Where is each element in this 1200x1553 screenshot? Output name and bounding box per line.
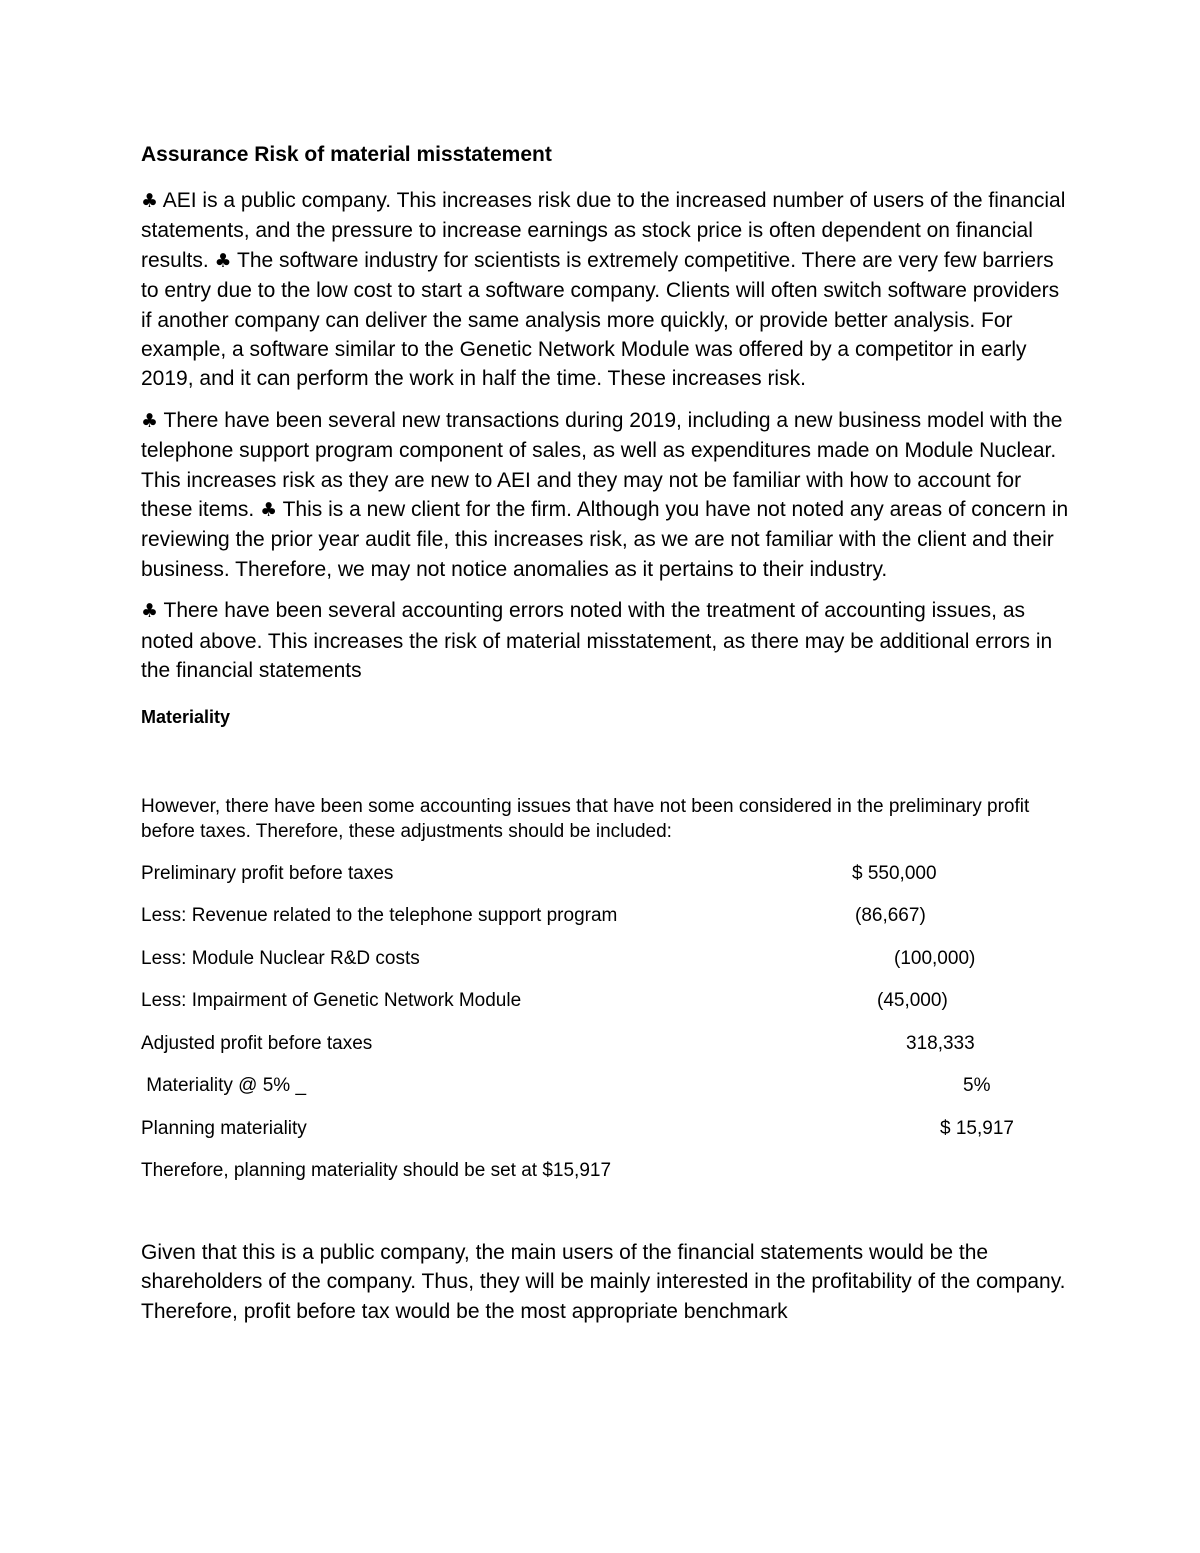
- row-label: Less: Revenue related to the telephone support program: [141, 905, 618, 926]
- risk-paragraph-3: [141, 596, 1071, 685]
- row-label: Preliminary profit before taxes: [141, 862, 394, 884]
- row-amount: (45,000): [877, 990, 948, 1011]
- paragraph-text: There have been several new transactions during 2019, including a new business model with the telephone support program component of sales, as well as expenditures made on Module Nuclear. This increases risk as they are new to AEI and they may not be familiar with how to account for these items.: [141, 408, 1063, 522]
- row-amount: $ 550,000: [852, 862, 937, 884]
- club-bullet-icon: ♣: [141, 409, 159, 432]
- row-label: Less: Module Nuclear R&D costs: [141, 947, 420, 969]
- table-row: [141, 946, 1071, 989]
- materiality-conclusion: Therefore, planning materiality should be set at $15,917: [141, 1160, 612, 1181]
- club-bullet-icon: ♣: [141, 190, 159, 212]
- table-row: [141, 1073, 1071, 1116]
- row-label: Adjusted profit before taxes: [141, 1032, 373, 1054]
- row-label: Less: Impairment of Genetic Network Module: [141, 990, 522, 1011]
- paragraph-text: AEI is a public company. This increases risk due to the increased number of users of the financial statements, and the pressure to increase earnings as stock price is often dependent on financial results.: [141, 189, 1066, 272]
- document-page: [141, 140, 1071, 1347]
- row-amount: $ 15,917: [940, 1117, 1014, 1139]
- materiality-table: [141, 861, 1071, 1159]
- materiality-heading: Materiality: [141, 706, 231, 727]
- table-row: [141, 861, 1071, 904]
- risk-paragraph-2: [141, 406, 1071, 584]
- paragraph-text: There have been several accounting errors noted with the treatment of accounting issues, as noted above. This increases the risk of material misstatement, as there may be additional errors in the financial statements: [141, 599, 1053, 683]
- paragraph-text: The software industry for scientists is extremely competitive. There are very few barriers to entry due to the low cost to start a software company. Clients will often switch software providers if another company can deliver the same analysis more quickly, or provide better analysis. For example, a software similar to the Genetic Network Module was offered by a competitor in early 2019, and it can perform the work in half the time. These increases risk.: [141, 248, 1060, 391]
- row-amount: (100,000): [894, 947, 976, 969]
- club-bullet-icon: ♣: [260, 499, 278, 522]
- paragraph-text: This is a new client for the firm. Although you have not noted any areas of concern in reviewing the prior year audit file, this increases risk, as we are not familiar with the client and their business. Therefore, we may not notice anomalies as it pertains to their industry.: [141, 498, 1069, 581]
- club-bullet-icon: ♣: [141, 600, 159, 623]
- row-amount: 5%: [963, 1075, 991, 1096]
- club-bullet-icon: ♣: [214, 249, 232, 272]
- table-row: [141, 1031, 1071, 1074]
- row-label: Planning materiality: [141, 1117, 307, 1139]
- materiality-intro: However, there have been some accounting issues that have not been considered in the preliminary profit before taxes. Therefore, these adjustments should be included:: [141, 795, 1030, 842]
- table-row: [141, 903, 1071, 946]
- row-amount: 318,333: [906, 1032, 975, 1054]
- section-heading: Assurance Risk of material misstatement: [141, 143, 552, 166]
- risk-paragraph-1: [141, 186, 1071, 394]
- table-row: [141, 988, 1071, 1031]
- table-row: [141, 1116, 1071, 1159]
- row-amount: (86,667): [855, 905, 926, 926]
- benchmark-paragraph: Given that this is a public company, the main users of the financial statements would be the shareholders of the company. Thus, they will be mainly interested in the profitability of the company. Therefore, profit before tax would be the most appropriate benchmark: [141, 1241, 1066, 1323]
- row-label: Materiality @ 5% _: [141, 1075, 307, 1096]
